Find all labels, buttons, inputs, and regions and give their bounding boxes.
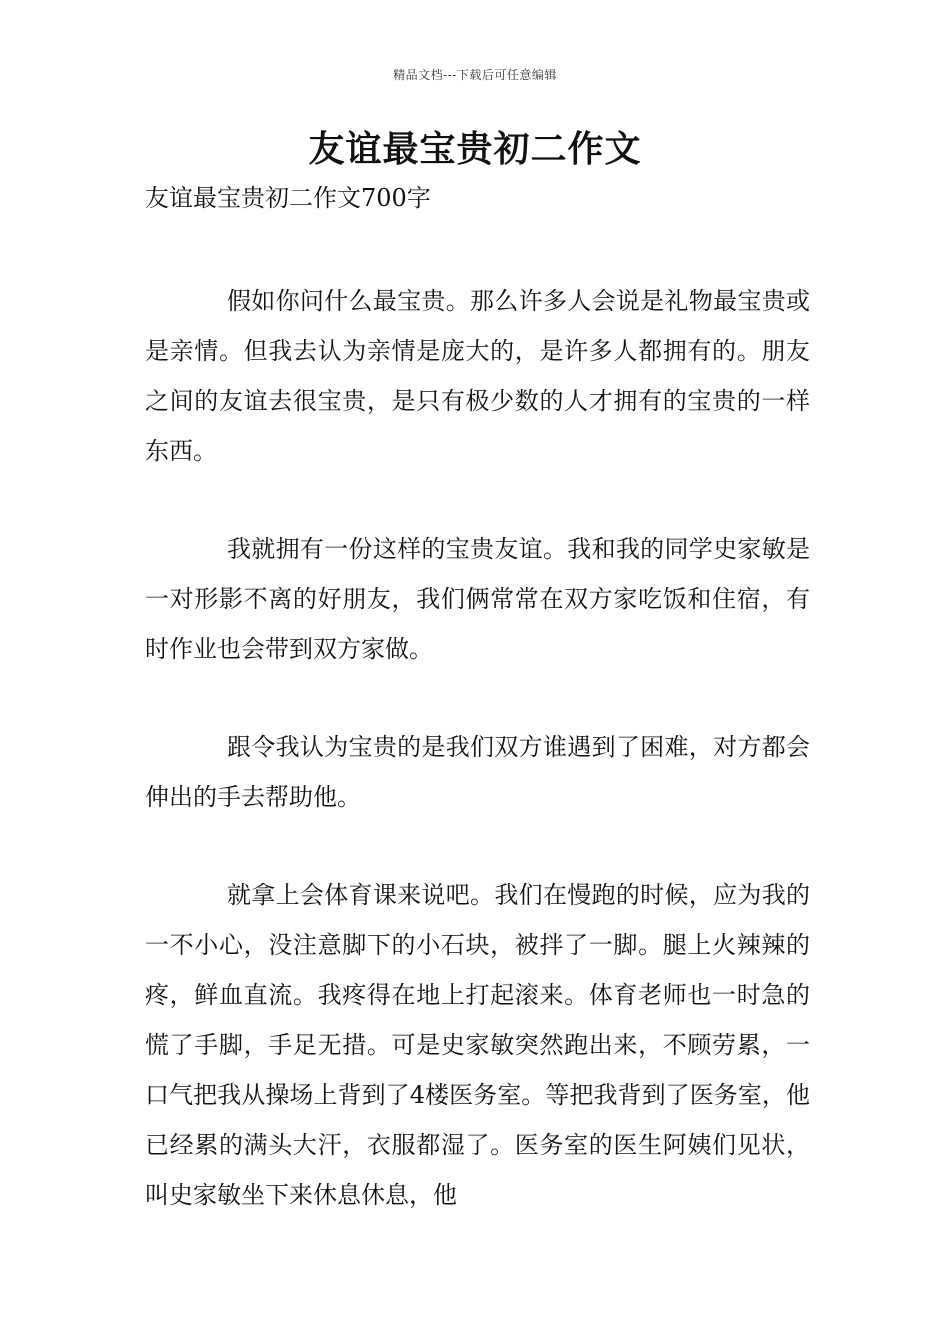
- document-body: [145, 276, 810, 1268]
- paragraph: 假如你问什么最宝贵。那么许多人会说是礼物最宝贵或是亲情。但我去认为亲情是庞大的，是许多人都拥有的。朋友之间的友谊去很宝贵，是只有极少数的人才拥有的宝贵的一样东西。: [145, 287, 810, 465]
- document-subtitle: 友谊最宝贵初二作文700字: [145, 184, 431, 212]
- paragraph: 我就拥有一份这样的宝贵友谊。我和我的同学史家敏是一对形影不离的好朋友，我们俩常常在双方家吃饭和住宿，有时作业也会带到双方家做。: [145, 535, 810, 663]
- paragraph: 就拿上会体育课来说吧。我们在慢跑的时候，应为我的一不小心，没注意脚下的小石块，被拌了一脚。腿上火辣辣的疼，鲜血直流。我疼得在地上打起滚来。体育老师也一时急的慌了手脚，手足无措。可是史家敏突然跑出来，不顾劳累，一口气把我从操场上背到了4楼医务室。等把我背到了医务室，他已经累的满头大汗，衣服都湿了。医务室的医生阿姨们见状，叫史家敏坐下来休息休息，他: [145, 881, 810, 1209]
- paragraph: 跟令我认为宝贵的是我们双方谁遇到了困难，对方都会伸出的手去帮助他。: [145, 733, 810, 811]
- header-note: 精品文档---下载后可任意编辑: [393, 68, 557, 82]
- document-title: 友谊最宝贵初二作文: [308, 129, 642, 170]
